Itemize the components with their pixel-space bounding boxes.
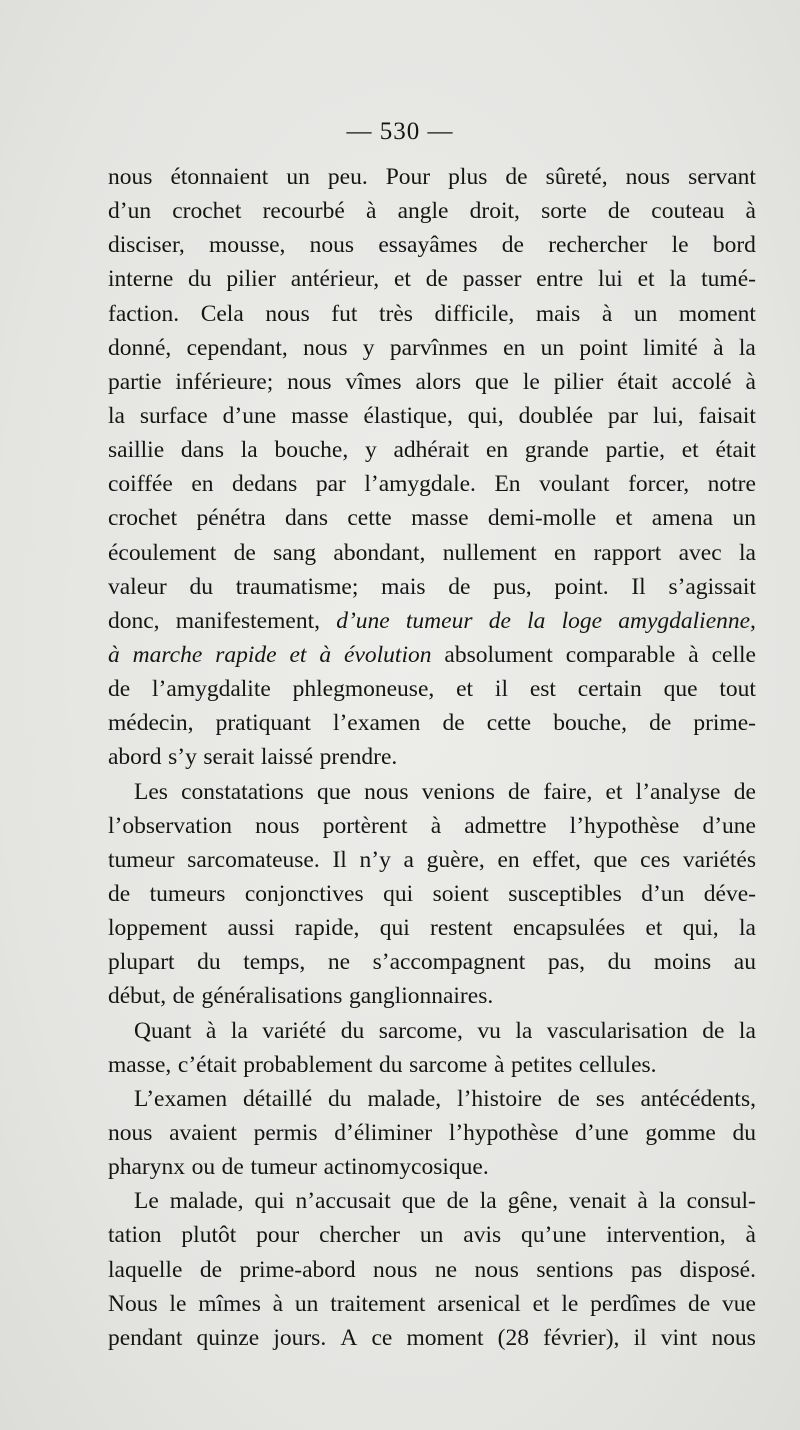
- text-line: valeur du traumatisme; mais de pus, point. Il s’agissait: [108, 573, 756, 600]
- text-line: saillie dans la bouche, y adhérait en grande partie, et était: [108, 437, 756, 464]
- text-line: plupart du temps, ne s’accompagnent pas, du moins au: [108, 949, 756, 976]
- text-line: Le malade, qui n’accusait que de la gêne, venait à la consul-: [134, 1188, 756, 1215]
- text-line: crochet pénétra dans cette masse demi-molle et amena un: [108, 505, 756, 532]
- text-line: médecin, pratiquant l’examen de cette bouche, de prime-: [108, 710, 756, 737]
- text-line: Nous le mîmes à un traitement arsenical et le perdîmes de vue: [108, 1290, 756, 1317]
- text-line: disciser, mousse, nous essayâmes de rechercher le bord: [108, 232, 756, 259]
- text-line: pendant quinze jours. A ce moment (28 février), il vint nous: [108, 1324, 756, 1351]
- text-line: de l’amygdalite phlegmoneuse, et il est certain que tout: [108, 676, 756, 703]
- text-line: à marche rapide et à évolution absolument comparable à celle: [108, 641, 756, 668]
- text-line: faction. Cela nous fut très difficile, mais à un moment: [108, 300, 756, 327]
- text-line: laquelle de prime-abord nous ne nous sentions pas disposé.: [108, 1256, 756, 1283]
- text-line: Quant à la variété du sarcome, vu la vascularisation de la: [134, 1017, 756, 1044]
- text-line: d’un crochet recourbé à angle droit, sorte de couteau à: [108, 198, 756, 225]
- text-line: nous avaient permis d’éliminer l’hypothèse d’une gomme du: [108, 1119, 756, 1146]
- text-line: début, de généralisations ganglionnaires.: [108, 983, 494, 1010]
- text-line: tation plutôt pour chercher un avis qu’une intervention, à: [108, 1222, 756, 1249]
- text-line: coiffée en dedans par l’amygdale. En voulant forcer, notre: [108, 471, 756, 498]
- text-line: donc, manifestement, d’une tumeur de la loge amygdalienne,: [108, 607, 756, 634]
- text-line: la surface d’une masse élastique, qui, doublée par lui, faisait: [108, 402, 756, 429]
- text-line: L’examen détaillé du malade, l’histoire de ses antécédents,: [134, 1085, 756, 1112]
- text-line: interne du pilier antérieur, et de passer entre lui et la tumé-: [108, 266, 756, 293]
- text-line: donné, cependant, nous y parvînmes en un point limité à la: [108, 334, 756, 361]
- text-line: nous étonnaient un peu. Pour plus de sûreté, nous servant: [108, 164, 756, 190]
- text-line: loppement aussi rapide, qui restent encapsulées et qui, la: [108, 915, 756, 942]
- text-line: de tumeurs conjonctives qui soient susceptibles d’un déve-: [108, 880, 756, 907]
- text-line: abord s’y serait laissé prendre.: [108, 744, 398, 771]
- text-line: l’observation nous portèrent à admettre l’hypothèse d’une: [108, 812, 756, 839]
- body-text: [108, 160, 756, 1355]
- text-line: écoulement de sang abondant, nullement en rapport avec la: [108, 539, 756, 566]
- text-line: masse, c’était probablement du sarcome à petites cellules.: [108, 1051, 657, 1078]
- text-line: tumeur sarcomateuse. Il n’y a guère, en effet, que ces variétés: [108, 846, 756, 873]
- text-line: pharynx ou de tumeur actinomycosique.: [108, 1154, 489, 1181]
- page-number: — 530 —: [346, 118, 454, 145]
- text-line: Les constatations que nous venions de faire, et l’analyse de: [134, 778, 756, 805]
- text-line: partie inférieure; nous vîmes alors que le pilier était accolé à: [108, 368, 756, 395]
